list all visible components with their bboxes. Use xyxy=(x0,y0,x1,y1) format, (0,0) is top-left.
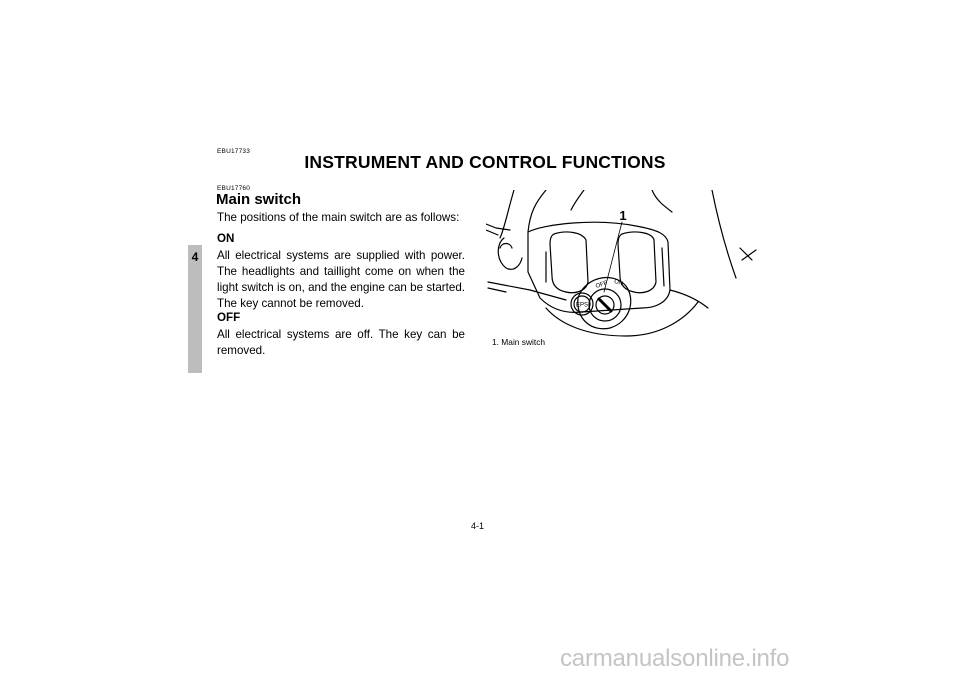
chapter-number: 4 xyxy=(191,250,199,264)
figure-caption: 1. Main switch xyxy=(492,337,546,347)
on-heading: ON xyxy=(217,232,235,245)
off-heading: OFF xyxy=(217,311,241,324)
off-label: OFF xyxy=(594,280,609,290)
reference-code: EBU17733 xyxy=(217,148,251,155)
on-description: All electrical systems are supplied with power. The headlights and taillight come on when the light switch is on, and the engine can be started. The key cannot be removed. xyxy=(217,249,465,310)
intro-text: The positions of the main switch are as follows: xyxy=(217,211,460,224)
section-heading: Main switch xyxy=(216,191,302,208)
page-number: 4-1 xyxy=(471,521,485,531)
page-title: INSTRUMENT AND CONTROL FUNCTIONS xyxy=(304,152,666,172)
main-switch-illustration xyxy=(486,190,758,340)
chapter-tab xyxy=(188,245,202,373)
section-reference-code: EBU17760 xyxy=(217,185,251,192)
eps-label: EPS xyxy=(575,302,589,309)
off-description: All electrical systems are off. The key can be removed. xyxy=(217,328,465,357)
on-label: ON xyxy=(613,278,624,288)
watermark: carmanualsonline.info xyxy=(560,645,790,672)
callout-number: 1 xyxy=(619,208,627,223)
